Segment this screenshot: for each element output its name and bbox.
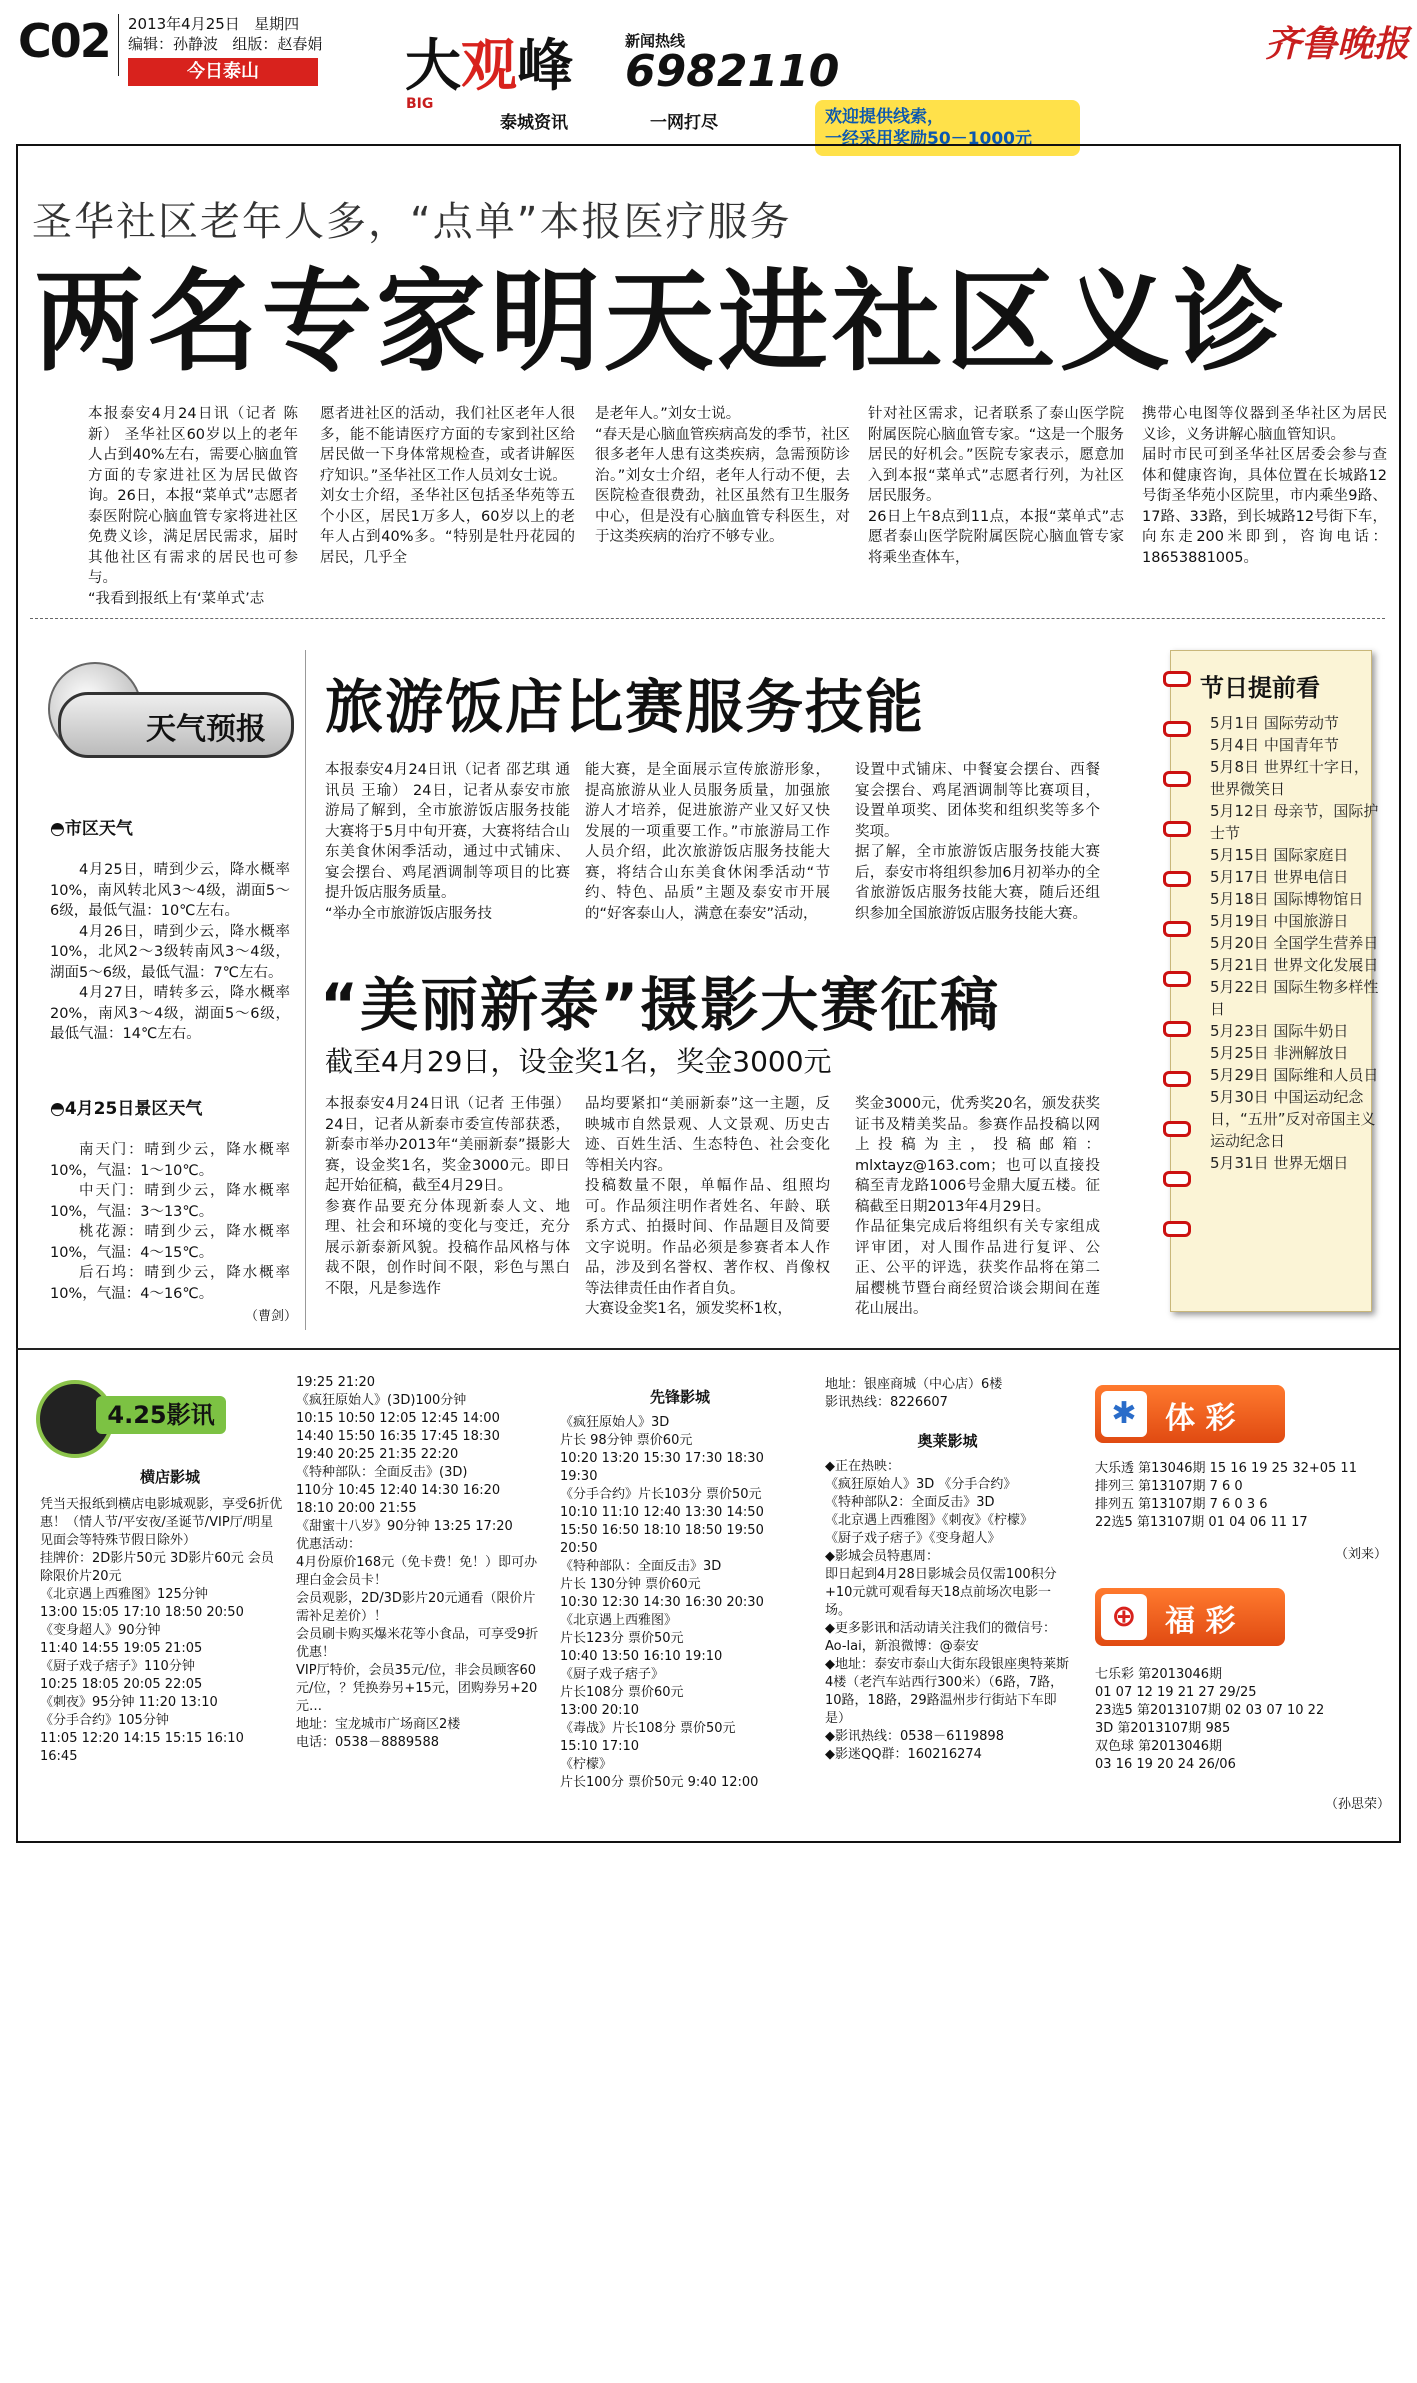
big-guanfeng-logo xyxy=(405,22,573,102)
weather-divider xyxy=(305,650,306,1330)
holiday-item: 5月18日 国际博物馆日 xyxy=(1210,890,1364,908)
city-weather-body: 4月25日，晴到少云，降水概率10%，南风转北风3～4级，湖面5～6级，最低气温：10℃左右。 4月26日，晴到少云，降水概率10%，北风2～3级转南风3～4级，湖面5～6级，最低气温：7℃左右。 4月27日，晴转多云，降水概率20%，南风3～4级，湖面5～6级，最低气温：14℃左右。 xyxy=(50,862,290,1042)
scenic-weather-body: 南天门：晴到少云，降水概率10%，气温：1～10℃。 中天门：晴到少云，降水概率10%，气温：3～13℃。 桃花源：晴到少云，降水概率10%，气温：4～15℃。 后石坞：晴到少云，降水概率10%，气温：4～16℃。 xyxy=(50,1142,290,1302)
story1-headline: 两名专家明天进社区义诊 xyxy=(34,258,1288,386)
story2-headline: 旅游饭店比赛服务技能 xyxy=(325,673,926,741)
story1-col3: 是老年人。”刘女士说。 “春天是心脑血管疾病高发的季节，社区很多老年人患有这类疾病，急需预防诊治。”刘女士介绍，老年人行动不便，去医院检查很费劲，社区虽然有卫生服务中心，但是没有心脑血管专科医生，对于这类疾病的治疗不够专业。 xyxy=(595,406,850,545)
promo-line2: 一经采用奖励50－1000元 xyxy=(825,129,1032,149)
welfare-byline: （孙思荣） xyxy=(1325,1797,1391,1812)
scenic-weather-title: ◓4月25日景区天气 xyxy=(50,1099,203,1119)
sports-result-row: 22选5 第13107期 01 04 06 11 17 xyxy=(1095,1515,1308,1530)
story3-headline: “美丽新泰”摄影大赛征稿 xyxy=(320,971,1001,1039)
promo-line1: 欢迎提供线索， xyxy=(825,107,944,127)
holiday-item: 5月21日 世界文化发展日 xyxy=(1210,956,1379,974)
film-badge: 4.25影讯 xyxy=(96,1396,226,1434)
story1-col4: 针对社区需求，记者联系了泰山医学院附属医院心脑血管专家。“这是一个服务居民的好机会。”医院专家表示，愿意加入到本报“菜单式”志愿者行列，为社区居民服务。 26日上午8点到11点，本报“菜单式”志愿者泰山医学院附属医院心脑血管专家将乘坐查体车， xyxy=(868,406,1124,566)
cinema1-listing-cont: 19:25 21:20 《疯狂原始人》(3D)100分钟 10:15 10:50 12:05 12:45 14:00 14:40 15:50 16:35 17:45 18:30 19:40 20:25 21:35 22:20 《特种部队：全面反击》(3D) 110分 10:45 12:40 14:30 16:20 18:10 20:00 21:55 《甜蜜十八岁》90分钟 13:25 17:20 优惠活动： 4月份原价168元（免卡费！免！）即可办理白金会员卡！ 会员观影，2D/3D影片20元通看（限价片需补足差价）！ 会员刷卡购买爆米花等小食品，可享受9折优惠！ VIP厅特价，会员35元/位，非会员顾客60元/位，？凭换券另+15元，团购券另+20元… 地址：宝龙城市广场商区2楼 电话：0538－8889588 xyxy=(296,1375,539,1750)
hotline-label: 新闻热线 xyxy=(625,32,686,50)
welfare-lottery-badge xyxy=(1095,1588,1285,1646)
holiday-item: 5月31日 世界无烟日 xyxy=(1210,1154,1349,1172)
logo-char-guan: 观 xyxy=(461,33,517,99)
cinema2-listing: 《疯狂原始人》3D 片长 98分钟 票价60元 10:20 13:20 15:30 17:30 18:30 19:30 《分手合约》片长103分 票价50元 10:10 11:10 12:40 13:30 14:50 15:50 16:50 18:10 18:50 19:50 20:50 《特种部队：全面反击》3D 片长 130分钟 票价60元 10:30 12:30 14:30 16:30 20:30 《北京遇上西雅图》 片长123分 票价50元 10:40 13:50 16:10 19:10 《厨子戏子痞子》 片长108分 票价60元 13:00 20:10 《毒战》片长108分 票价50元 15:10 17:10 《柠檬》 片长100分 票价50元 9:40 12:00 xyxy=(560,1415,764,1790)
story1-col2: 愿者进社区的活动，我们社区老年人很多，能不能请医疗方面的专家到社区给居民做一下身体常规检查，或者讲解医疗知识。”圣华社区工作人员刘女士说。 刘女士介绍，圣华社区包括圣华苑等五个小区，居民1万多人，60岁以上的老年人占到40%多。“特别是牡丹花园的居民，几乎全 xyxy=(320,406,575,566)
welfare-result-row: 01 07 12 19 21 27 29/25 xyxy=(1095,1685,1257,1700)
story2-col3: 设置中式铺床、中餐宴会摆台、西餐宴会摆台、鸡尾酒调制等比赛项目，设置单项奖、团体奖和组织奖等多个奖项。 据了解，全市旅游饭店服务技能大赛后，泰安市将组织参加6月初举办的全省旅游饭店服务技能大赛，随后还组织参加全国旅游饭店服务技能大赛。 xyxy=(855,762,1100,922)
cinema3-listing: ◆正在热映： 《疯狂原始人》3D 《分手合约》 《特种部队2：全面反击》3D 《北京遇上西雅图》《刺夜》《柠檬》 《厨子戏子痞子》《变身超人》 ◆影城会员特惠周： 即日起到4月28日影城会员仅需100积分+10元就可观看每天18点前场次电影一场。 ◆更多影讯和活动请关注我们的微信号：Ao-lai，新浪微博：@泰安 ◆地址：泰安市泰山大街东段银座奥特莱斯4楼（老汽车站西行300米）（6路，7路，10路，18路，29路温州步行街站下车即是） ◆影讯热线：0538－6119898 ◆影迷QQ群：160216274 xyxy=(825,1459,1069,1762)
sports-lottery-results xyxy=(1095,1460,1385,1532)
issue-date: 2013年4月25日 xyxy=(128,15,240,33)
holiday-item: 5月22日 国际生物多样性日 xyxy=(1210,978,1379,1018)
newspaper-brand: 齐鲁晚报 xyxy=(1265,23,1410,65)
welfare-result-row: 七乐彩 第2013046期 xyxy=(1095,1667,1223,1682)
cinema2-address: 地址：银座商城（中心店）6楼 影讯热线：8226607 xyxy=(825,1377,1003,1410)
holiday-item: 5月12日 母亲节，国际护士节 xyxy=(1210,802,1379,842)
welfare-lottery-logo-icon: ⊕ xyxy=(1101,1594,1147,1640)
slogan-left: 泰城资讯 xyxy=(500,113,568,133)
holiday-item: 5月30日 中国运动纪念日，“五卅”反对帝国主义运动纪念日 xyxy=(1210,1088,1376,1150)
holiday-item: 5月19日 中国旅游日 xyxy=(1210,912,1349,930)
welfare-badge-label: 福 彩 xyxy=(1165,1604,1236,1639)
welfare-result-row: 03 16 19 20 24 26/06 xyxy=(1095,1757,1236,1772)
story1-col1: 本报泰安4月24日讯（记者 陈新） 圣华社区60岁以上的老年人占到40%左右，需要心脑血管方面的专家进社区为居民做咨询。26日，本报“菜单式”志愿者泰医附院心脑血管专家将进社区免费义诊，满足居民需求，届时其他社区有需求的居民也可参与。 “我看到报纸上有‘菜单式’志 xyxy=(88,406,298,607)
sports-result-row: 大乐透 第13046期 15 16 19 25 32+05 11 xyxy=(1095,1461,1357,1476)
header-divider xyxy=(118,14,119,76)
holiday-item: 5月29日 国际维和人员日 xyxy=(1210,1066,1379,1084)
story1-col5: 携带心电图等仪器到圣华社区为居民义诊，义务讲解心脑血管知识。 届时市民可到圣华社区居委会参与查体和健康咨询，具体位置在长城路12号街圣华苑小区院里，市内乘坐9路、17路、33路，到长城路12号街下车，向东走200米即到，咨询电话：18653881005。 xyxy=(1142,406,1387,566)
bottom-section-rule xyxy=(16,1348,1399,1350)
sports-result-row: 排列三 第13107期 7 6 0 xyxy=(1095,1479,1243,1494)
holiday-item: 5月1日 国际劳动节 xyxy=(1210,714,1339,732)
logo-big-en: BIG xyxy=(406,96,434,112)
hotline-number: 6982110 xyxy=(625,46,840,97)
cinema2-name: 先锋影城 xyxy=(649,1388,710,1406)
holiday-item: 5月25日 非洲解放日 xyxy=(1210,1044,1349,1062)
sports-lottery-logo-icon: ✱ xyxy=(1101,1391,1147,1437)
logo-char-big: 大 xyxy=(405,33,461,99)
city-weather-title: ◓市区天气 xyxy=(50,819,133,839)
sports-result-row: 排列五 第13107期 7 6 0 3 6 xyxy=(1095,1497,1268,1512)
logo-char-feng: 峰 xyxy=(517,33,573,99)
story3-subheadline: 截至4月29日，设金奖1名，奖金3000元 xyxy=(325,1045,832,1078)
welfare-lottery-results xyxy=(1095,1666,1385,1774)
holiday-item: 5月8日 世界红十字日，世界微笑日 xyxy=(1210,758,1369,798)
holiday-title: 节日提前看 xyxy=(1200,674,1320,702)
page-number: C02 xyxy=(18,14,110,68)
weather-badge-label: 天气预报 xyxy=(146,712,266,747)
cinema3-name: 奥莱影城 xyxy=(917,1432,978,1450)
weather-byline: （曹剑） xyxy=(245,1309,298,1324)
welfare-result-row: 3D 第2013107期 985 xyxy=(1095,1721,1231,1736)
holiday-item: 5月20日 全国学生营养日 xyxy=(1210,934,1379,952)
sports-lottery-badge xyxy=(1095,1385,1285,1443)
editor-credit: 编辑：孙静波 xyxy=(128,35,219,53)
holiday-item: 5月17日 世界电信日 xyxy=(1210,868,1349,886)
story2-col2: 能大赛，是全面展示宣传旅游形象，提高旅游从业人员服务质量，加强旅游人才培养，促进旅游产业又好又快发展的一项重要工作。”市旅游局工作人员介绍，此次旅游饭店服务技能大赛，将结合山东美食休闲季活动“节约、特色、品质”主题及泰安市开展的“好客泰山人，满意在泰安”活动， xyxy=(585,762,830,922)
holiday-list xyxy=(1210,712,1380,1174)
holiday-item: 5月23日 国际牛奶日 xyxy=(1210,1022,1349,1040)
story1-kicker: 圣华社区老年人多，“点单”本报医疗服务 xyxy=(32,199,792,245)
cinema1-name: 横店影城 xyxy=(139,1468,200,1486)
story3-col1: 本报泰安4月24日讯（记者 王伟强） 24日，记者从新泰市委宣传部获悉，新泰市举办2013年“美丽新泰”摄影大赛，设金奖1名，奖金3000元。即日起开始征稿，截至4月29日。 参赛作品要充分体现新泰人文、地理、社会和环境的变化与变迁，充分展示新泰新风貌。投稿作品风格与体裁不限，创作时间不限，彩色与黑白不限，凡是参选作 xyxy=(325,1096,570,1297)
issue-weekday: 星期四 xyxy=(254,15,300,33)
welfare-result-row: 双色球 第2013046期 xyxy=(1095,1739,1223,1754)
holiday-item: 5月15日 国际家庭日 xyxy=(1210,846,1349,864)
cinema1-listing: 凭当天报纸到横店电影城观影，享受6折优惠！（情人节/平安夜/圣诞节/VIP厅/明星见面会等特殊节假日除外） 挂牌价：2D影片50元 3D影片60元 会员除限价片20元 《北京遇上西雅图》125分钟 13:00 15:05 17:10 18:50 20:50 《变身超人》90分钟 11:40 14:55 19:05 21:05 《厨子戏子痞子》110分钟 10:25 18:05 20:05 22:05 《刺夜》95分钟 11:20 13:10 《分手合约》105分钟 11:05 12:20 14:15 15:15 16:10 16:45 xyxy=(40,1497,283,1764)
sports-byline: （刘来） xyxy=(1335,1547,1388,1562)
slogan-right: 一网打尽 xyxy=(650,113,718,133)
story3-col3: 奖金3000元，优秀奖20名，颁发获奖证书及精美奖品。参赛作品投稿以网上投稿为主，投稿邮箱：mlxtayz@163.com；也可以直接投稿至青龙路1006号金鼎大厦五楼。征稿截至日期2013年4月29日。 作品征集完成后将组织有关专家组成评审团，对人围作品进行复评、公正、公平的评选，获奖作品将在第二届樱桃节暨台商经贸洽谈会期间在莲花山展出。 xyxy=(855,1096,1100,1317)
welfare-result-row: 23选5 第2013107期 02 03 07 10 22 xyxy=(1095,1703,1325,1718)
header-meta xyxy=(128,14,322,54)
section-tag: 今日泰山 xyxy=(128,58,318,86)
holiday-item: 5月4日 中国青年节 xyxy=(1210,736,1339,754)
story3-col2: 品均要紧扣“美丽新泰”这一主题，反映城市自然景观、人文景观、历史古迹、百姓生活、生态特色、社会变化等相关内容。 投稿数量不限，单幅作品、组照均可。作品须注明作者姓名、年龄、联系方式、拍摄时间、作品题目及简要文字说明。作品必须是参赛者本人作品，涉及到名誉权、著作权、肖像权等法律责任由作者自负。 大赛设金奖1名，颁发奖杯1枚， xyxy=(585,1096,830,1317)
story2-col1: 本报泰安4月24日讯（记者 邵艺琪 通讯员 王瑜） 24日，记者从泰安市旅游局了解到，全市旅游饭店服务技能大赛将于5月中旬开赛，大赛将结合山东美食休闲季活动，通过中式铺床、宴会摆台、鸡尾酒调制等项目的比赛提升饭店服务质量。 “举办全市旅游饭店服务技 xyxy=(325,762,570,922)
sports-badge-label: 体 彩 xyxy=(1165,1401,1236,1436)
layout-credit: 组版：赵春娟 xyxy=(232,35,323,53)
section-divider xyxy=(30,618,1385,619)
